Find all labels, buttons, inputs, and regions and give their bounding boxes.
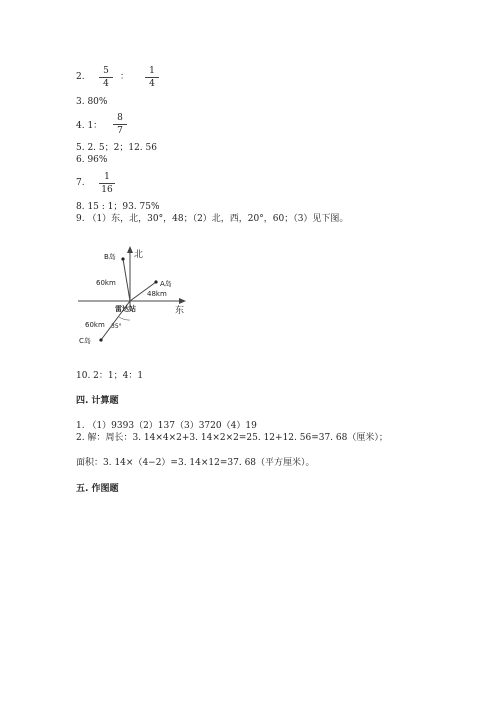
- fraction-numerator: 5: [103, 66, 109, 76]
- a-distance-label: 48km: [147, 290, 167, 298]
- answer-2-fraction-1: [99, 66, 113, 89]
- answer-5: 5. 2. 5；2；12. 56: [76, 143, 157, 153]
- answer-9: 9. （1）东，北，30°，48；（2）北，西，20°，60；（3）见下图。: [76, 214, 349, 224]
- a-island-label: A岛: [160, 280, 172, 288]
- north-arrow-icon: [127, 246, 133, 253]
- answer-4-fraction: [113, 113, 127, 136]
- b-island-point: [121, 257, 124, 260]
- b-island-line: [123, 259, 130, 301]
- fraction-numerator: 1: [104, 172, 110, 182]
- fraction-denominator: 7: [117, 126, 123, 136]
- b-island-label: B岛: [104, 253, 116, 261]
- answer-7-fraction: [99, 172, 115, 195]
- answer-4: [76, 121, 102, 132]
- a-island-point: [154, 280, 157, 283]
- answer-2-fraction-2: [145, 66, 159, 89]
- answer-10: 10. 2：1；4：1: [76, 371, 144, 381]
- section-4-answer-2: 2. 解：周长：3. 14×4×2+3. 14×2×2=25. 12+12. 56=37. 68（厘米）；: [76, 433, 388, 443]
- angle-arc: [119, 317, 130, 320]
- answer-4-prefix: 4. 1：: [76, 121, 103, 131]
- east-arrow-icon: [179, 298, 186, 304]
- east-label: 东: [175, 306, 185, 316]
- answer-2: [76, 72, 85, 83]
- answer-6: 6. 96%: [76, 155, 108, 165]
- fraction-denominator: 4: [103, 79, 109, 89]
- section-4-title: 四. 计算题: [76, 396, 119, 406]
- station-label: 雷达站: [115, 305, 136, 313]
- answer-7: [76, 178, 85, 189]
- answer-3: 3. 80%: [76, 97, 108, 107]
- section-4-area: 面积：3. 14×（4−2）=3. 14×12=37. 68（平方厘米）。: [76, 458, 315, 468]
- fraction-denominator: 4: [149, 79, 155, 89]
- c-island-label: C岛: [79, 337, 91, 345]
- fraction-denominator: 16: [101, 185, 113, 195]
- fraction-numerator: 1: [149, 66, 155, 76]
- answer-2-separator: ：: [120, 72, 130, 82]
- angle-label: 35°: [111, 323, 122, 330]
- b-distance-label: 60km: [96, 279, 116, 287]
- north-label: 北: [134, 250, 144, 260]
- c-island-point: [99, 338, 102, 341]
- answer-8: 8. 15 : 1；93. 75%: [76, 202, 160, 212]
- c-distance-label: 60km: [85, 321, 105, 329]
- answer-2-number: 2.: [76, 72, 85, 82]
- answer-7-number: 7.: [76, 178, 85, 188]
- section-5-title: 五. 作图题: [76, 484, 119, 494]
- section-4-answer-1: 1. （1）9393（2）137（3）3720（4）19: [76, 421, 257, 431]
- fraction-numerator: 8: [117, 113, 123, 123]
- direction-diagram: [76, 244, 196, 354]
